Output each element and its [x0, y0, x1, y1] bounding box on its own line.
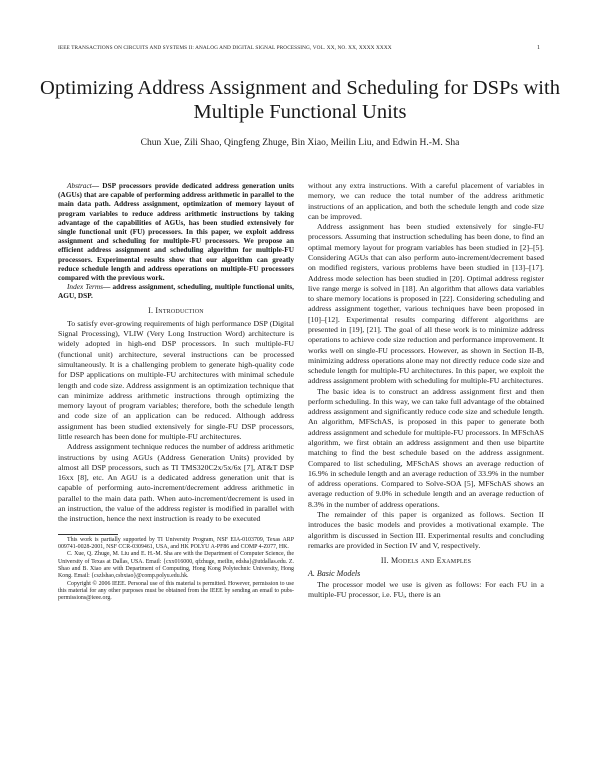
index-terms — [58, 282, 294, 300]
footnotes — [58, 537, 294, 603]
intro-paragraph-6: The remainder of this paper is organized as follows. Section II introduces the basic models and provides a motivational example. The algorithm is discussed in Section III. Experimental results and concluding remarks are provided in Section IV and V, respectively. — [308, 510, 544, 550]
intro-paragraph-1: To satisfy ever-growing requirements of high performance DSP (Digital Signal Processing), VLIW (Very Long Instruction Word) architecture is widely adopted in high-end DSP processors. In such multiple-FU (functional unit) architecture, several instructions can be processed simultaneously. It is a challenging problem to generate high-quality code for DSP applications on multiple-FU architectures with minimal schedule length and code size. Address assignment is an optimization technique that can minimize address arithmetic instructions through optimizing the memory layout of program variables; therefore, both the schedule length and code size of an application can be reduced. Although address assignment has been studied extensively for single-FU DSP processors, little research has been done for multiple-FU architectures. — [58, 318, 294, 442]
section-heading-models: II. Models and Examples — [380, 556, 472, 566]
index-terms-label: Index Terms — [67, 282, 104, 292]
abstract — [58, 181, 294, 282]
basic-models-paragraph: The processor model we use is given as follows: For each FU in a multiple-FU processor, i.e. FUᵢ, there is an — [308, 579, 544, 599]
abstract-label: Abstract — [67, 181, 92, 190]
footnote-affiliations: C. Xue, Q. Zhuge, M. Liu and E. H.-M. Sha are with the Department of Computer Science, the University of Texas at Dallas, USA. Email: {cxx016000, qfzhuge, meilin, edsha}@utdallas.edu. Z. Shao and B. Xiao are with Department of Computing, Hong Kong Polytechnic University, Hong Kong. Email: {cszlshao,csbxiao}@comp.polyu.edu.hk. — [58, 551, 294, 580]
page-number: 1 — [537, 45, 540, 51]
paper-title: Optimizing Address Assignment and Scheduling for DSPs with Multiple Functional Units — [40, 77, 560, 123]
footnote-divider — [58, 534, 118, 535]
running-head: IEEE TRANSACTIONS ON CIRCUITS AND SYSTEMS II: ANALOG AND DIGITAL SIGNAL PROCESSING, VOL. XX, NO. XX, XXXX XXXX — [58, 45, 392, 51]
footnote-copyright: Copyright © 2006 IEEE. Personal use of this material is permitted. However, permission to use this material for any other purposes must be obtained from the IEEE by sending an email to pubs-permissions@ieee.org. — [58, 580, 294, 602]
author-list: Chun Xue, Zili Shao, Qingfeng Zhuge, Bin Xiao, Meilin Liu, and Edwin H.-M. Sha — [140, 138, 460, 148]
intro-paragraph-4: Address assignment has been studied extensively for single-FU processors. Assuming that instruction scheduling has been done, to find an optimal memory layout for program variables has been studied in [2]–[5]. Considering AGUs that can also perform auto-increment/decrement based on modified registers, various problems have been studied in [13]–[17]. Address mode selection has been studied in [20]. Optimal address register live range merge is solved in [18]. An algorithm that allows data variables to share memory locations is proposed in [22]. Considering scheduling and address assignment together, various techniques have been proposed in [10]–[12]. Experimental results comparing different algorithms are presented in [19], [21]. The goal of all these work is to minimize address operations to achieve code size reduction and performance improvement. It works well on single-FU processors. However, as shown in Section II-B, minimizing address operations alone may not directly reduce code size and schedule length for multiple-FU architectures. In this paper, we exploit the address assignment problem with scheduling for multiple-FU architectures. — [308, 222, 544, 386]
abstract-text: — DSP processors provide dedicated address generation units (AGUs) that are capable of performing address arithmetic in parallel to the main data path. Address assignment, optimization of memory layout of program variables to reduce address arithmetic instructions by taking advantage of the capabilities of AGUs, has been studied extensively for single functional unit (FU) processors. In this paper, we exploit address assignment and scheduling for multiple-FU processors. We propose an efficient address assignment and scheduling algorithm for multiple-FU processors. Experimental results show that our algorithm can greatly reduce schedule length and address operations on multiple-FU processors compared with the previous work. — [58, 181, 294, 283]
section-heading-introduction: I. Introduction — [148, 305, 204, 315]
subsection-heading-basic-models: A. Basic Models — [308, 569, 361, 579]
right-column — [308, 181, 544, 600]
intro-paragraph-3: without any extra instructions. With a careful placement of variables in memory, we can reduce the total number of the address arithmetic instructions of an application, and both the schedule length and code size can be improved. — [308, 181, 544, 221]
intro-paragraph-2: Address assignment technique reduces the number of address arithmetic instructions by using AGUs (Address Generation Units) provided by almost all DSP processors, such as TI TMS320C2x/5x/6x [7], AT&T DSP 16xx [8], etc. An AGU is a dedicated address generation unit that is capable of performing auto-increment/decrement address arithmetic in parallel to the main data path. When auto-increment/decrement is used in an instruction, the value of the address register is modified in parallel with the instruction, hence the next instruction is ready to be executed — [58, 442, 294, 524]
left-column — [58, 181, 294, 603]
intro-paragraph-5: The basic idea is to construct an address assignment first and then perform scheduling. In this way, we can take full advantage of the obtained address assignment and significantly reduce code size and schedule length. An algorithm, MFSchAS, is proposed in this paper to generate both address assignment and schedule for multiple-FU processors. In MFSchAS algorithm, we first obtain an address assignment and then use bipartite matching to find the best schedule based on the address assignment. Compared to list scheduling, MFSchAS shows an average reduction of 16.9% in schedule length and an average reduction of 33.9% in the number of address operations. Compared to Solve-SOA [5], MFSchAS shows an average reduction of 9.0% in schedule length and an average reduction of 8.3% in the number of address operations. — [308, 386, 544, 509]
footnote-funding: This work is partially supported by TI University Program, NSF EIA-0103709, Texas ARP 009741-0028-2001, NSF CCR-0309461, USA, and HK POLYU A-PF86 and COMP 4-Z077, HK. — [58, 536, 294, 550]
index-terms-text: — address assignment, scheduling, multiple functional units, AGU, DSP. — [58, 282, 295, 301]
